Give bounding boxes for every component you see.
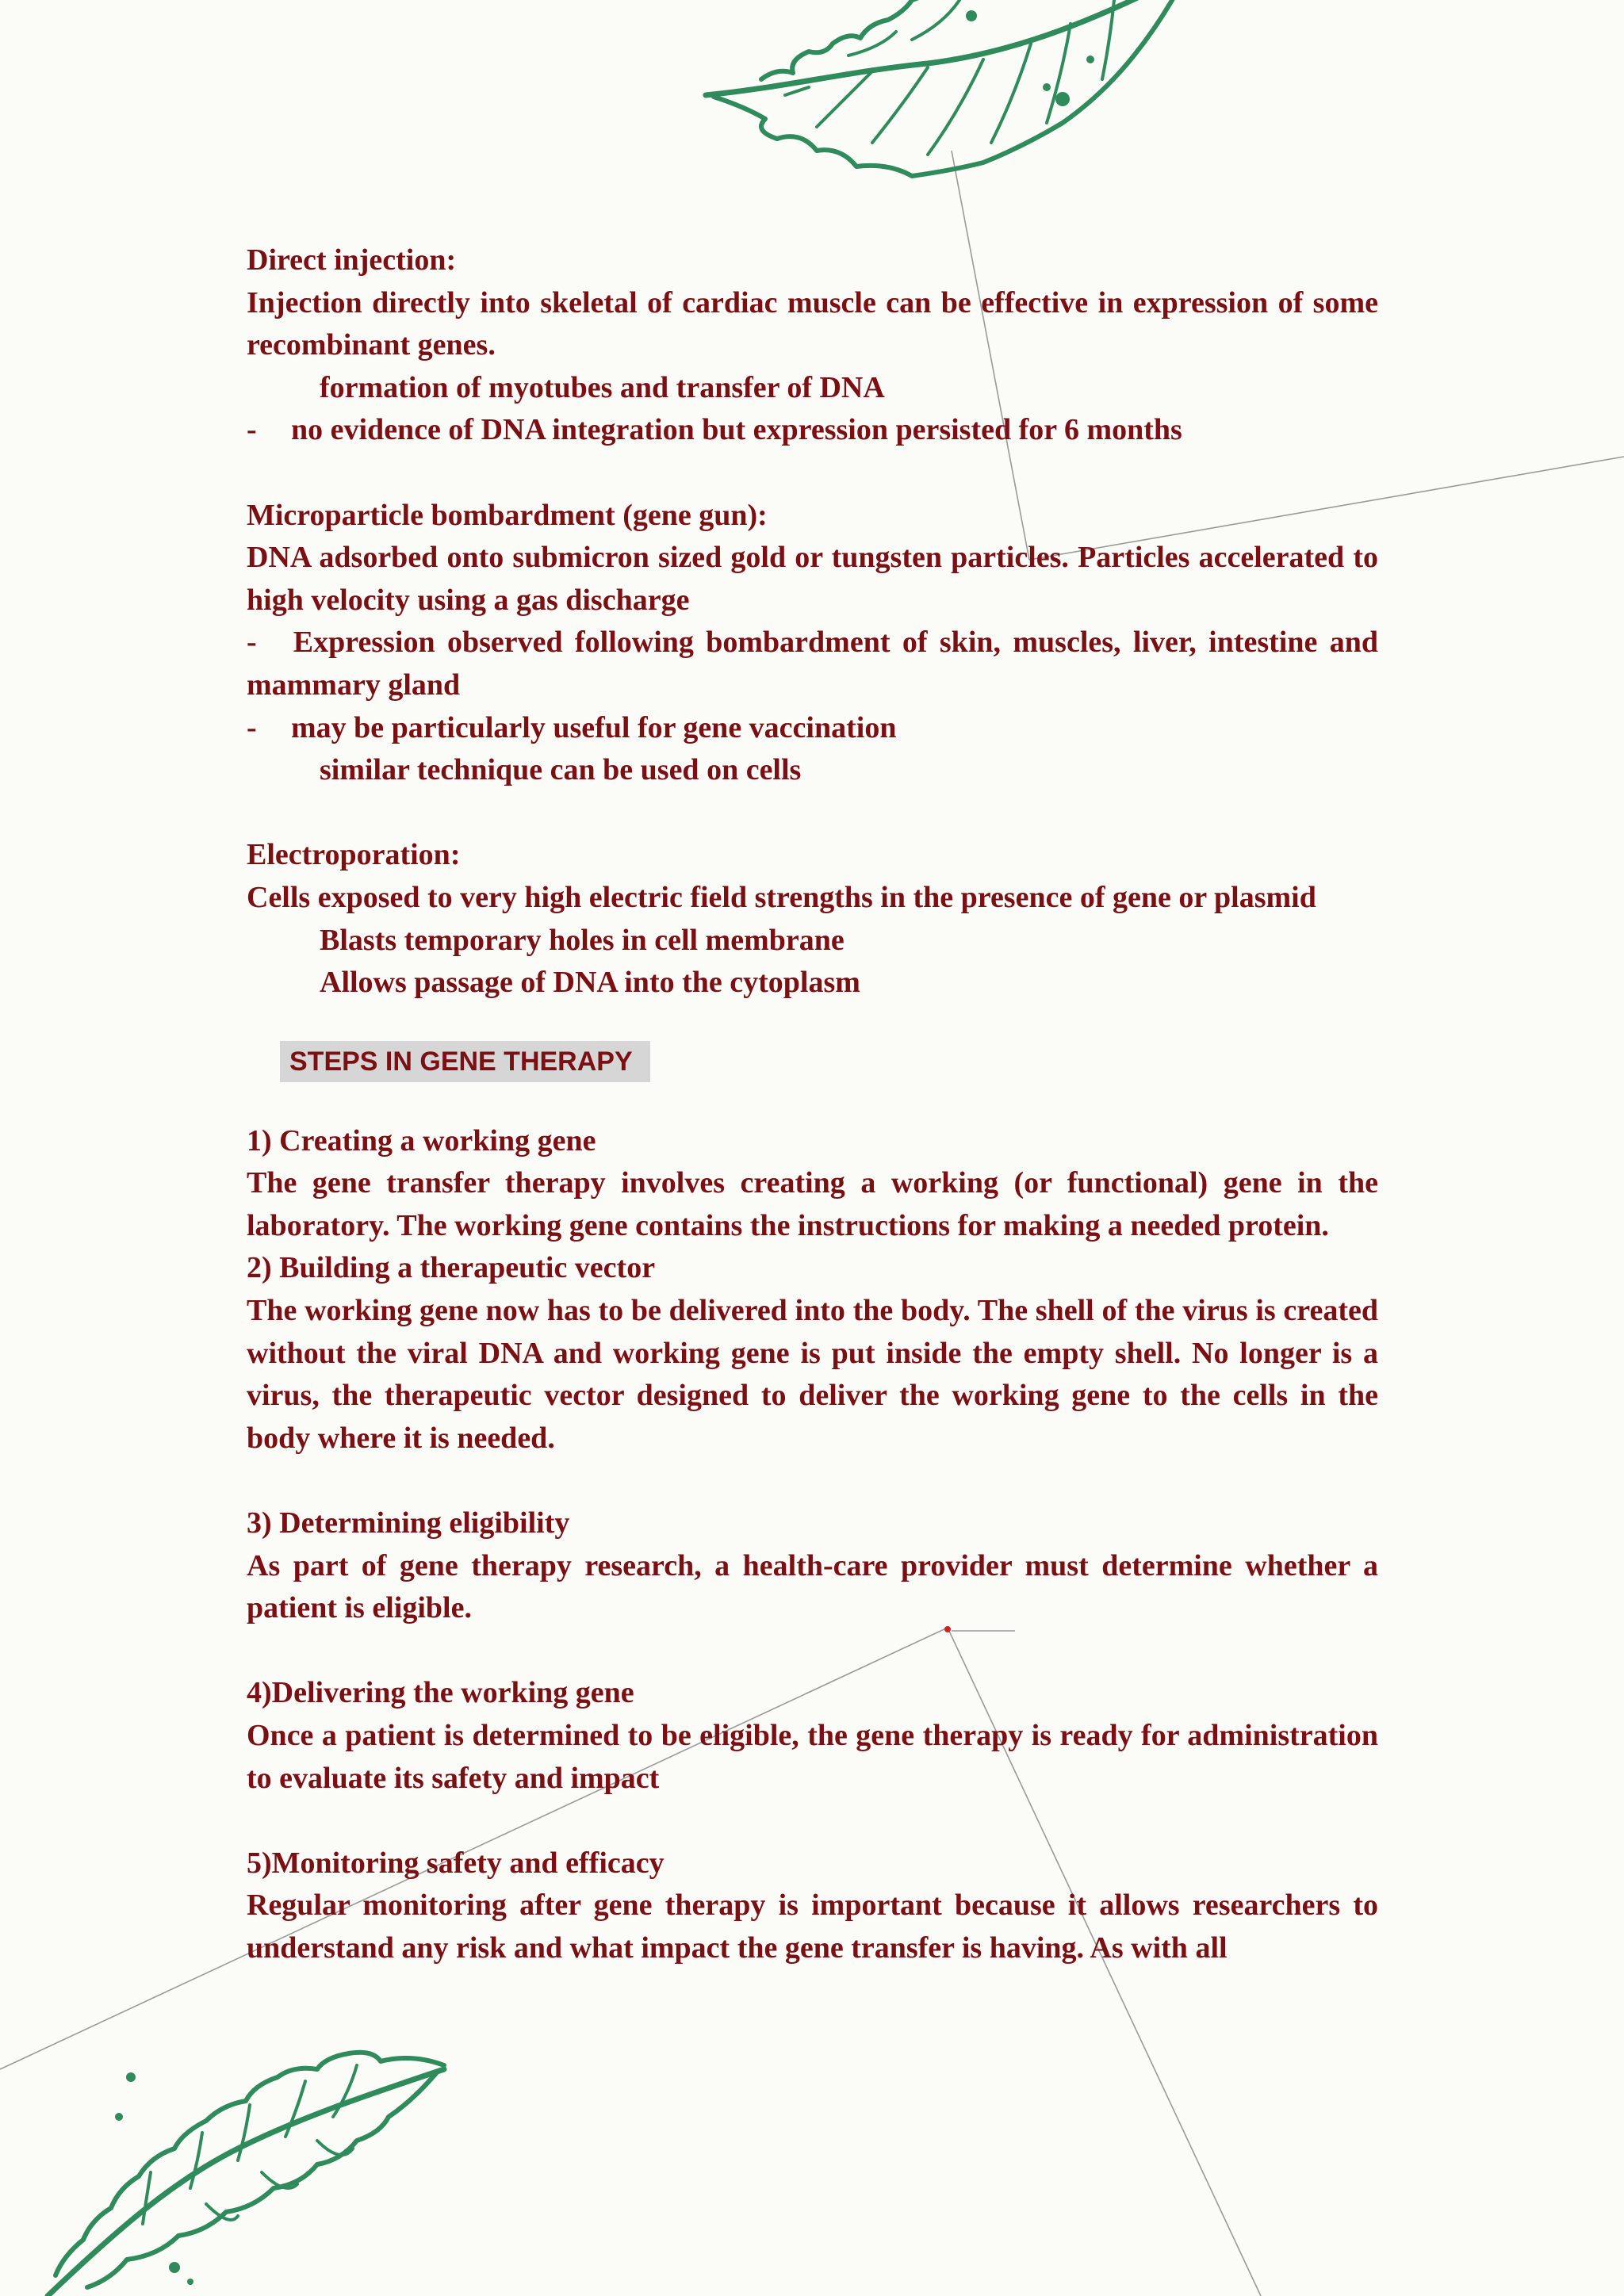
sub-point: similar technique can be used on cells [320,753,802,787]
step-title-2: 2) Building a therapeutic vector [247,1251,656,1285]
step-body-2: The working gene now has to be delivered into the body. The shell of the virus is created without the viral DNA and working gene is put inside the empty shell. No longer is a virus, the therapeutic vector designed to deliver the working gene to the cells in the body where it is needed. [247,1294,1378,1455]
bullet-item [247,707,1378,750]
bullet-text: no evidence of DNA integration but expression persisted for 6 months [291,413,1182,447]
paragraph-microparticle: DNA adsorbed onto submicron sized gold or tungsten particles. Particles accelerated to high velocity using a gas discharge [247,541,1378,617]
step-body-3: As part of gene therapy research, a health-care provider must determine whether a patient is eligible. [247,1548,1378,1625]
bullet-dash: - [247,710,257,744]
steps-heading: STEPS IN GENE THERAPY [280,1041,650,1082]
sub-point: Allows passage of DNA into the cytoplasm [320,966,860,1000]
step-body-4: Once a patient is determined to be eligible, the gene therapy is ready for administration to evaluate its safety and impact [247,1719,1378,1795]
document-body [247,239,1378,1970]
paragraph-direct-injection: Injection directly into skeletal of cardiac muscle can be effective in expression of some recombinant genes. [247,285,1378,362]
section-heading-microparticle: Microparticle bombardment (gene gun): [247,498,768,532]
leaf-bottom-icon [0,2030,476,2296]
step-body-5: Regular monitoring after gene therapy is important because it allows researchers to understand any risk and what impact the gene transfer is having. As with all [247,1888,1378,1965]
bullet-text: Expression observed following bombardment of skin, muscles, liver, intestine and mammary gland [247,626,1378,702]
bullet-text: may be particularly useful for gene vaccination [291,710,897,744]
section-heading-direct-injection: Direct injection: [247,243,457,277]
step-body-1: The gene transfer therapy involves creating a working (or functional) gene in the laboratory. The working gene contains the instructions for making a needed protein. [247,1166,1378,1242]
section-heading-electroporation: Electroporation: [247,838,461,872]
bullet-item [247,622,1378,706]
paragraph-electroporation: Cells exposed to very high electric field strengths in the presence of gene or plasmid [247,880,1316,914]
step-title-5: 5)Monitoring safety and efficacy [247,1846,665,1880]
step-title-3: 3) Determining eligibility [247,1506,570,1540]
leaf-top-icon [690,0,1197,182]
sub-point: Blasts temporary holes in cell membrane [320,923,845,957]
step-title-1: 1) Creating a working gene [247,1123,596,1158]
bullet-item [247,409,1378,452]
bullet-dash: - [247,626,257,660]
bullet-dash: - [247,413,257,447]
sub-point: formation of myotubes and transfer of DNA [320,370,885,404]
step-title-4: 4)Delivering the working gene [247,1676,634,1710]
